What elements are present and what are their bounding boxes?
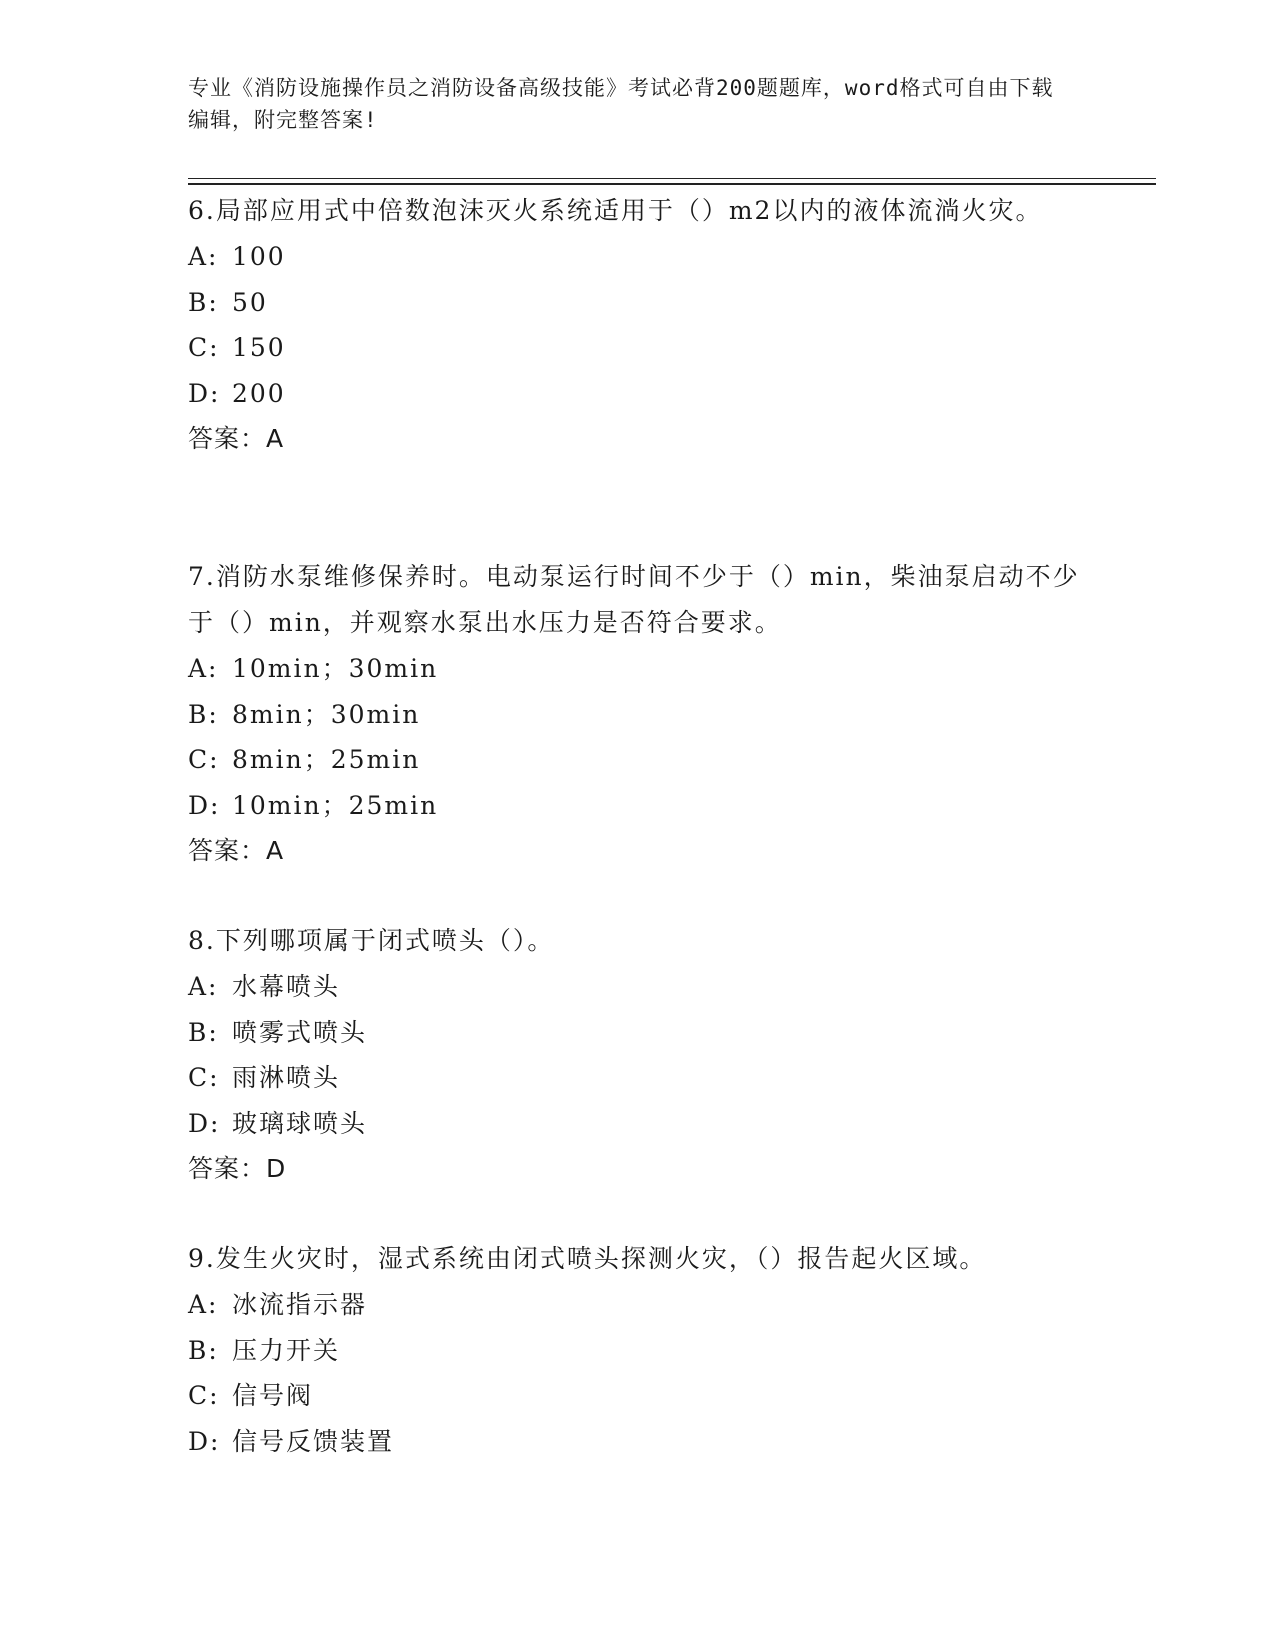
option-text: 信号反馈装置 <box>232 1426 395 1456</box>
option-text: 水幕喷头 <box>232 972 341 1001</box>
option-a <box>188 646 1088 692</box>
option-label: C: <box>188 745 220 774</box>
answer-line: 答案：D <box>188 1154 287 1183</box>
option-label: B: <box>188 699 219 729</box>
option-label: D: <box>188 1426 221 1456</box>
option-c <box>188 1055 1088 1101</box>
option-label: C: <box>188 1381 220 1410</box>
option-text: 8min；30min <box>232 699 421 729</box>
option-label: C: <box>188 1063 220 1092</box>
option-b <box>188 1010 1088 1056</box>
option-label: A: <box>188 242 219 271</box>
answer-line: 答案：A <box>188 836 285 865</box>
question-8 <box>188 918 1088 1192</box>
option-text: 150 <box>232 333 286 362</box>
option-d <box>188 1419 1088 1465</box>
option-text: 10min；30min <box>232 654 439 683</box>
option-label: A: <box>188 654 219 683</box>
question-7 <box>188 554 1088 874</box>
option-label: B: <box>188 1335 219 1365</box>
option-text: 8min；25min <box>232 745 421 774</box>
option-text: 冰流指示器 <box>232 1290 368 1319</box>
option-c <box>188 325 1088 371</box>
option-text: 压力开关 <box>232 1335 341 1365</box>
option-text: 50 <box>232 287 268 317</box>
option-text: 雨淋喷头 <box>232 1063 341 1092</box>
answer-line: 答案：A <box>188 424 285 453</box>
option-text: 玻璃球喷头 <box>232 1108 368 1138</box>
option-a <box>188 1282 1088 1328</box>
option-label: D: <box>188 790 221 820</box>
question-9 <box>188 1236 1088 1464</box>
option-text: 信号阀 <box>232 1381 314 1410</box>
question-stem: 9.发生火灾时，湿式系统由闭式喷头探测火灾，（）报告起火区域。 <box>188 1244 987 1273</box>
option-label: A: <box>188 972 219 1001</box>
header-divider-thick <box>188 183 1156 185</box>
option-d <box>188 371 1088 417</box>
option-c <box>188 737 1088 783</box>
option-a <box>188 234 1088 280</box>
question-stem: 6.局部应用式中倍数泡沫灭火系统适用于（）m2以内的液体流淌火灾。 <box>188 196 1043 225</box>
option-text: 200 <box>232 378 286 408</box>
question-6 <box>188 188 1088 462</box>
option-label: A: <box>188 1290 219 1319</box>
option-text: 100 <box>232 242 286 271</box>
option-text: 10min；25min <box>232 790 439 820</box>
question-stem: 7.消防水泵维修保养时。电动泵运行时间不少于（）min，柴油泵启动不少于（）min，并观察水泵出水压力是否符合要求。 <box>188 562 1080 637</box>
option-b <box>188 280 1088 326</box>
option-label: D: <box>188 378 221 408</box>
option-a <box>188 964 1088 1010</box>
option-d <box>188 1101 1088 1147</box>
header-divider-thin <box>188 178 1156 179</box>
option-b <box>188 1328 1088 1374</box>
option-label: B: <box>188 287 219 317</box>
document-header: 专业《消防设施操作员之消防设备高级技能》考试必背200题题库，word格式可自由下载编辑，附完整答案! <box>188 76 1054 132</box>
option-d <box>188 783 1088 829</box>
question-stem: 8.下列哪项属于闭式喷头（）。 <box>188 926 555 955</box>
option-label: D: <box>188 1108 221 1138</box>
option-b <box>188 692 1088 738</box>
option-label: B: <box>188 1017 219 1047</box>
option-label: C: <box>188 333 220 362</box>
option-text: 喷雾式喷头 <box>232 1017 368 1047</box>
option-c <box>188 1373 1088 1419</box>
